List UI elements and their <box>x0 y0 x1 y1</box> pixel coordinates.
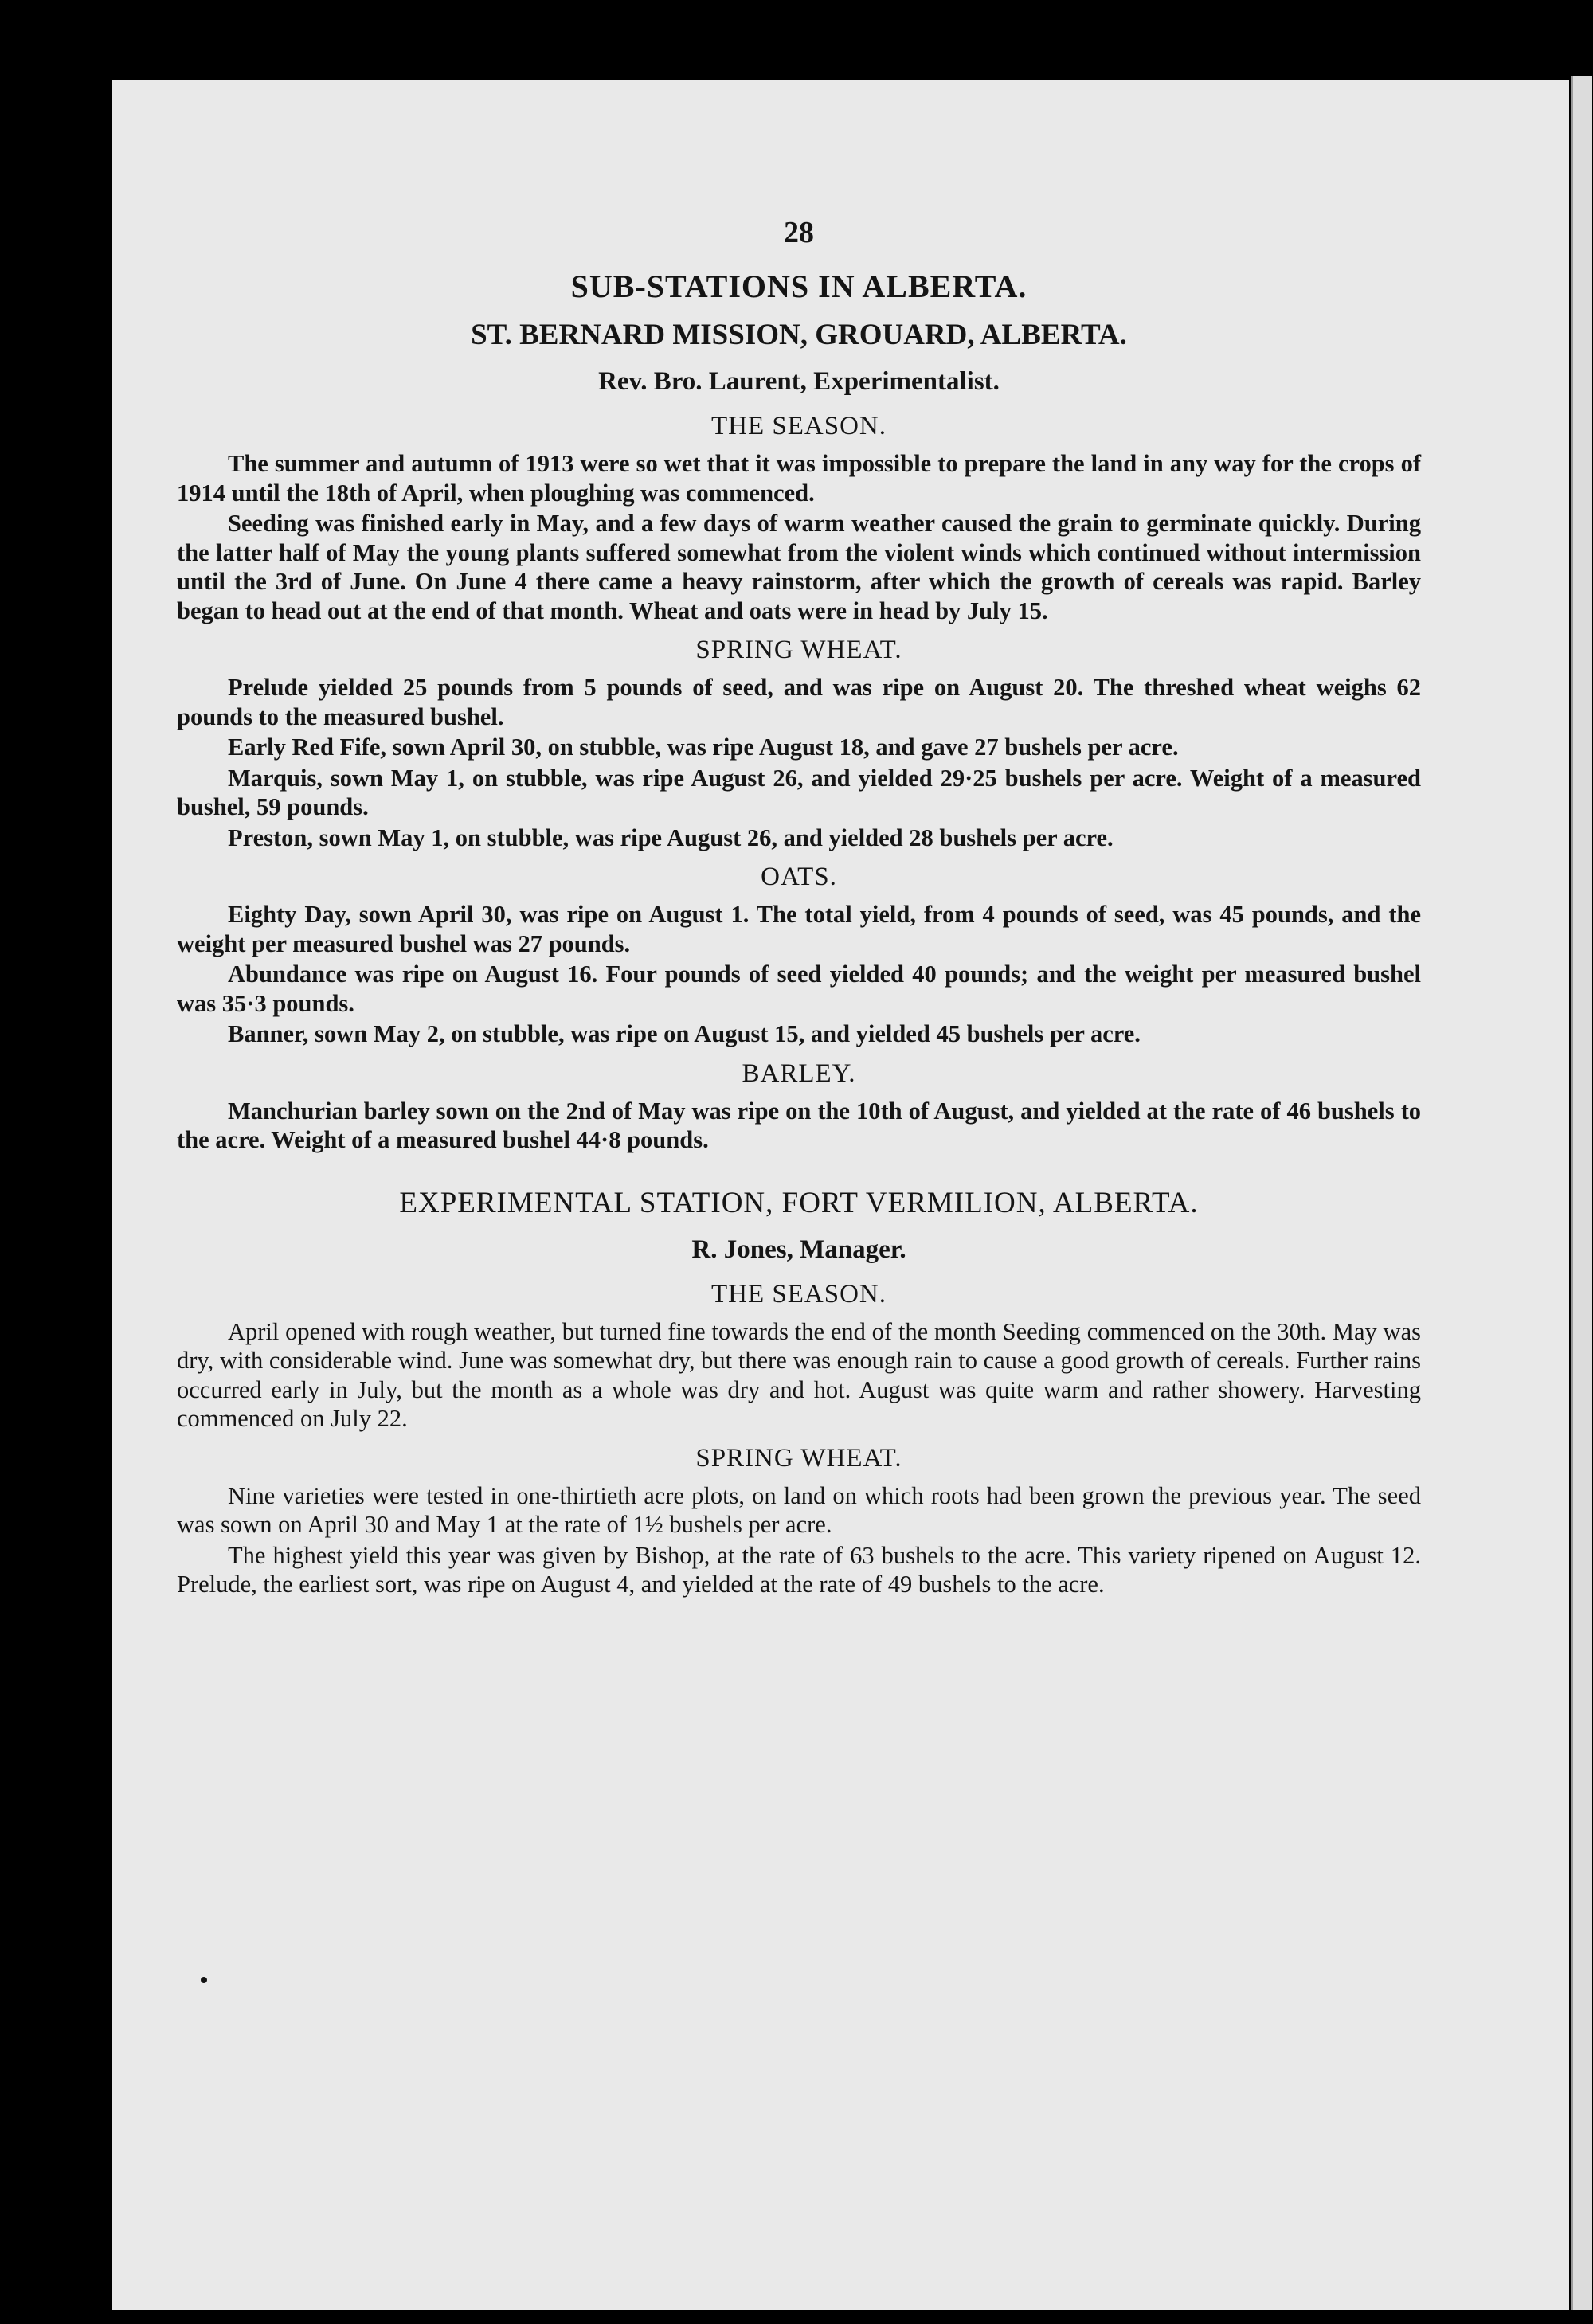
season-heading: THE SEASON. <box>710 412 887 440</box>
paragraph: Early Red Fife, sown April 30, on stubble, was ripe August 18, and gave 27 bushels per acre. <box>228 734 1179 761</box>
section-title: SUB-STATIONS IN ALBERTA. <box>570 268 1027 304</box>
station-manager: R. Jones, Manager. <box>691 1234 906 1264</box>
spring-wheat-heading: SPRING WHEAT. <box>695 1443 902 1473</box>
paragraph: Preston, sown May 1, on stubble, was ripe August 26, and yielded 28 bushels per acre. <box>228 824 1114 851</box>
oats-heading: OATS. <box>761 863 837 891</box>
station-title: EXPERIMENTAL STATION, FORT VERMILION, ALBERTA. <box>399 1186 1199 1219</box>
season-heading: THE SEASON. <box>710 1279 887 1309</box>
adjacent-page-edge <box>1571 76 1592 2310</box>
page-content <box>177 213 1421 1599</box>
paragraph: Nine varieties were tested in one-thirtieth acre plots, on land on which roots had been grown the previous year. The seed was sown on April 30 and May 1 at the rate of 1½ bushels per acre. <box>177 1481 1421 1538</box>
spring-wheat-heading: SPRING WHEAT. <box>695 636 902 664</box>
paragraph: The highest yield this year was given by Bishop, at the rate of 63 bushels to the acre. This variety ripened on August 12. Prelude, the earliest sort, was ripe on August 4, and yielded at the rate of 49 bushels to the acre. <box>177 1541 1421 1598</box>
paragraph: April opened with rough weather, but turned fine towards the end of the month Seeding commenced on the 30th. May was dry, with considerable wind. June was somewhat dry, but there was enough rain to cause a good growth of cereals. Further rains occurred early in July, but the month as a whole was dry and hot. August was quite warm and rather showery. Harvesting commenced on July 22. <box>177 1317 1421 1432</box>
page-number: 28 <box>784 216 814 249</box>
barley-heading: BARLEY. <box>742 1058 856 1088</box>
paragraph: Eighty Day, sown April 30, was ripe on August 1. The total yield, from 4 pounds of seed, was 45 pounds, and the weight per measured bushel was 27 pounds. <box>177 901 1421 957</box>
paragraph: Prelude yielded 25 pounds from 5 pounds of seed, and was ripe on August 20. The threshed wheat weighs 62 pounds to the measured bushel. <box>177 674 1421 730</box>
station-section-grouard <box>177 314 1421 1155</box>
ink-speck <box>201 1977 207 1983</box>
paragraph: Manchurian barley sown on the 2nd of May was ripe on the 10th of August, and yielded at the rate of 46 bushels to the acre. Weight of a measured bushel 44·8 pounds. <box>177 1097 1421 1153</box>
paragraph: Banner, sown May 2, on stubble, was ripe on August 15, and yielded 45 bushels per acre. <box>228 1020 1141 1047</box>
station-manager: Rev. Bro. Laurent, Experimentalist. <box>598 367 1000 396</box>
paragraph: Abundance was ripe on August 16. Four pounds of seed yielded 40 pounds; and the weight per measured bushel was 35·3 pounds. <box>177 961 1421 1017</box>
paragraph: The summer and autumn of 1913 were so wet that it was impossible to prepare the land in any way for the crops of 1914 until the 18th of April, when ploughing was commenced. <box>177 450 1421 507</box>
station-title: ST. BERNARD MISSION, GROUARD, ALBERTA. <box>471 319 1127 351</box>
station-section-fort-vermilion <box>177 1182 1421 1599</box>
paragraph: Seeding was finished early in May, and a few days of warm weather caused the grain to germinate quickly. During the latter half of May the young plants suffered somewhat from the violent winds which continued without intermission until the 3rd of June. On June 4 there came a heavy rainstorm, after which the growth of cereals was rapid. Barley began to head out at the end of that month. Wheat and oats were in head by July 15. <box>177 510 1421 624</box>
paragraph: Marquis, sown May 1, on stubble, was ripe August 26, and yielded 29·25 bushels per acre. Weight of a measured bushel, 59 pounds. <box>177 764 1421 820</box>
